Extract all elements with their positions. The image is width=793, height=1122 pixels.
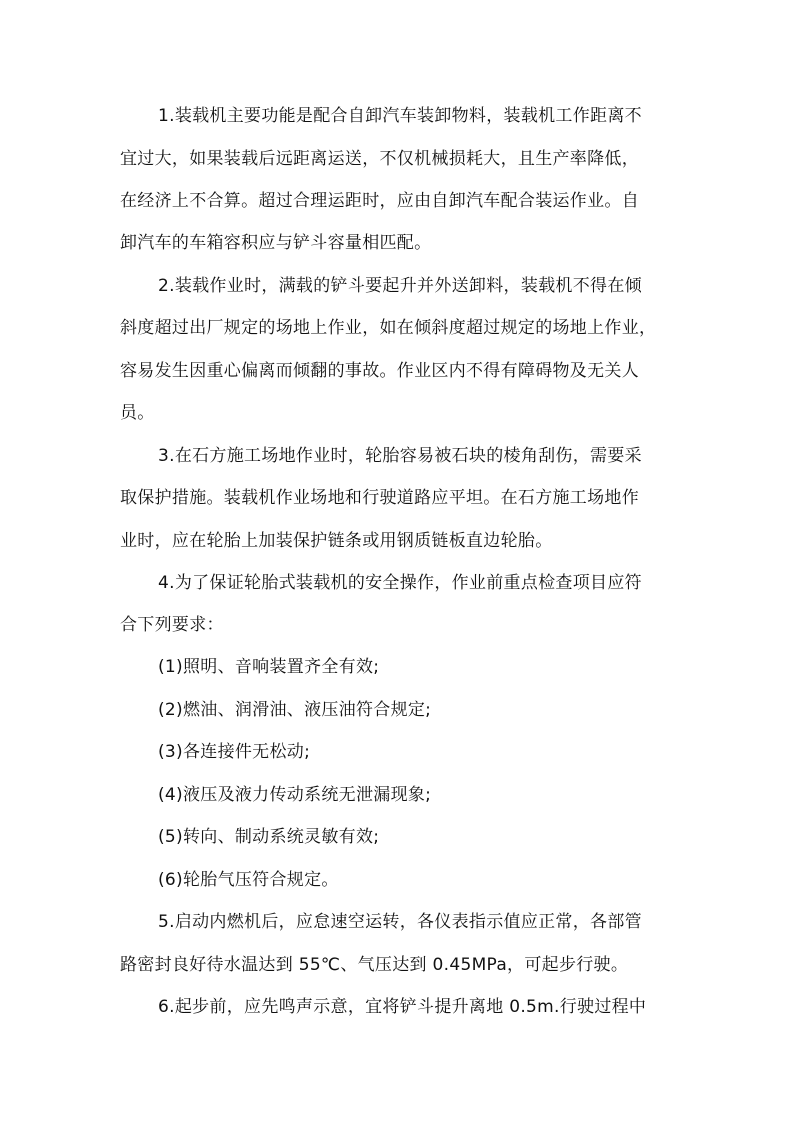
paragraph-2-line-2: 斜度超过出厂规定的场地上作业，如在倾斜度超过规定的场地上作业， [120,318,657,338]
paragraph-4-line-1: 4.为了保证轮胎式装载机的安全操作，作业前重点检查项目应符 [158,573,642,593]
list-item-6: (6)轮胎气压符合规定。 [158,870,339,890]
list-item-1: (1)照明、音响装置齐全有效; [158,657,380,677]
paragraph-5-line-1: 5.启动内燃机后，应怠速空运转，各仪表指示值应正常，各部管 [158,912,642,932]
paragraph-5-line-2: 路密封良好待水温达到 55℃、气压达到 0.45MPa，可起步行驶。 [120,955,629,975]
paragraph-1-line-4: 卸汽车的车箱容积应与铲斗容量相匹配。 [120,233,432,253]
paragraph-1-line-2: 宜过大，如果装载后远距离运送，不仅机械损耗大，且生产率降低， [120,149,639,169]
paragraph-3-line-2: 取保护措施。装载机作业场地和行驶道路应平坦。在石方施工场地作 [120,488,639,508]
paragraph-2-line-4: 员。 [120,403,155,423]
list-item-4: (4)液压及液力传动系统无泄漏现象; [158,785,432,805]
paragraph-1-line-3: 在经济上不合算。超过合理运距时，应由自卸汽车配合装运作业。自 [120,191,639,211]
paragraph-1-line-1: 1.装载机主要功能是配合自卸汽车装卸物料，装载机工作距离不 [158,106,642,126]
paragraph-2-line-3: 容易发生因重心偏离而倾翻的事故。作业区内不得有障碍物及无关人 [120,361,639,381]
paragraph-2-line-1: 2.装载作业时，满载的铲斗要起升并外送卸料，装载机不得在倾 [158,276,642,296]
list-item-5: (5)转向、制动系统灵敏有效; [158,827,380,847]
paragraph-3-line-1: 3.在石方施工场地作业时，轮胎容易被石块的棱角刮伤，需要采 [158,446,642,466]
list-item-2: (2)燃油、润滑油、液压油符合规定; [158,700,432,720]
paragraph-6-line-1: 6.起步前，应先鸣声示意，宜将铲斗提升离地 0.5m.行驶过程中 [158,997,647,1017]
paragraph-4-line-2: 合下列要求： [120,615,224,635]
paragraph-3-line-3: 业时，应在轮胎上加装保护链条或用钢质链板直边轮胎。 [120,531,553,551]
list-item-3: (3)各连接件无松动; [158,742,311,762]
